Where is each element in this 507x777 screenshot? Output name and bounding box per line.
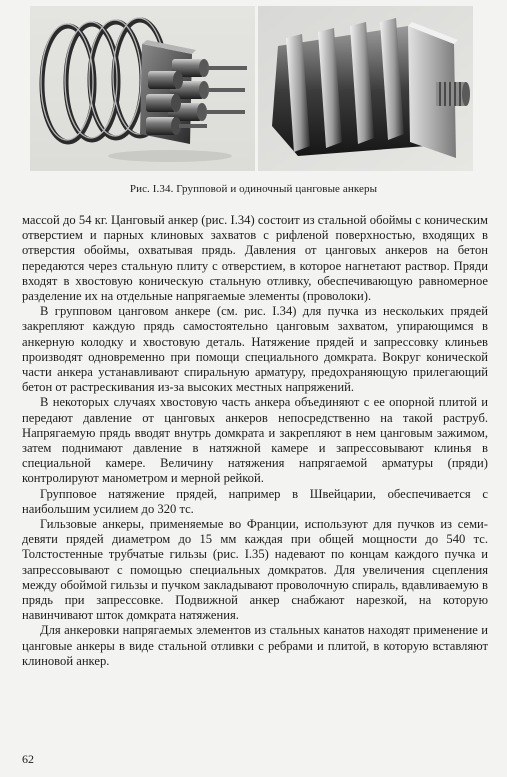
body-text — [22, 213, 488, 669]
paragraph: Групповое натяжение прядей, например в Швейцарии, обеспечивается с наибольшим усилием до 320 тс. — [22, 486, 488, 516]
figure — [0, 0, 507, 205]
paragraph: Для анкеровки напрягаемых элементов из стальных канатов находят применение и цанговые анкеры в виде стальной отливки с ребрами и плитой, в которую вставляют клиновой анкер. — [22, 623, 488, 668]
page-number: 62 — [22, 752, 34, 766]
paragraph: Гильзовые анкеры, применяемые во Франции, используют для пучков из семи-девяти прядей диаметром до 15 мм каждая при общей мощности до 540 тс. Толстостенные трубчатые гильзы (рис. I.35) надевают по концам каждого пучка и запрессовывают с помощью специальных домкратов. Для увеличения сцепления между обоймой гильзы и пучком закладывают проволочную спираль, вдавливаемую в прядь при запрессовке. Подвижной анкер снабжают нарезкой, на которую навинчивают шток домкрата натяжения. — [22, 517, 488, 623]
figure-caption: Рис. I.34. Групповой и одиночный цанговые анкеры — [129, 183, 378, 195]
group-anchor-photo — [30, 6, 255, 171]
paragraph: массой до 54 кг. Цанговый анкер (рис. I.34) состоит из стальной обоймы с коническим отверстием и парных клиновых захватов с рифленой поверхностью, входящих в отверстия обоймы, охватывая прядь. Давления от цанговых анкеров на бетон передаются через стальную плиту с отверстием, в которое нагнетают раствор. Пряди входят в хвостовую коническую стальную отливку, обеспечивающую равномерное разделение их на отдельные напрягаемые элементы (проволоки). — [22, 213, 488, 304]
paragraph: В групповом цанговом анкере (см. рис. I.34) для пучка из нескольких прядей закрепляют каждую прядь самостоятельно цанговым захватом, упирающимся в анкерную колодку и хвостовую деталь. Натяжение прядей и запрессовку клиньев производят одновременно при помощи специального домкрата. Вокруг конической части анкера устанавливают спиральную арматуру, предохраняющую прилегающий бетон от растрескивания из-за высоких местных напряжений. — [22, 304, 488, 395]
single-anchor-photo — [258, 6, 473, 171]
paragraph: В некоторых случаях хвостовую часть анкера объединяют с ее опорной плитой и передают давление от цанговых анкеров непосредственно на такой раструб. Напрягаемую прядь вводят внутрь домкрата и закрепляют в нем цанговым зажимом, затем поднимают давление в натяжной камере и запрессовывают клинья в специальной камере. Величину натяжения напрягаемой арматуры (пряди) контролируют манометром и мерной рейкой. — [22, 395, 488, 486]
